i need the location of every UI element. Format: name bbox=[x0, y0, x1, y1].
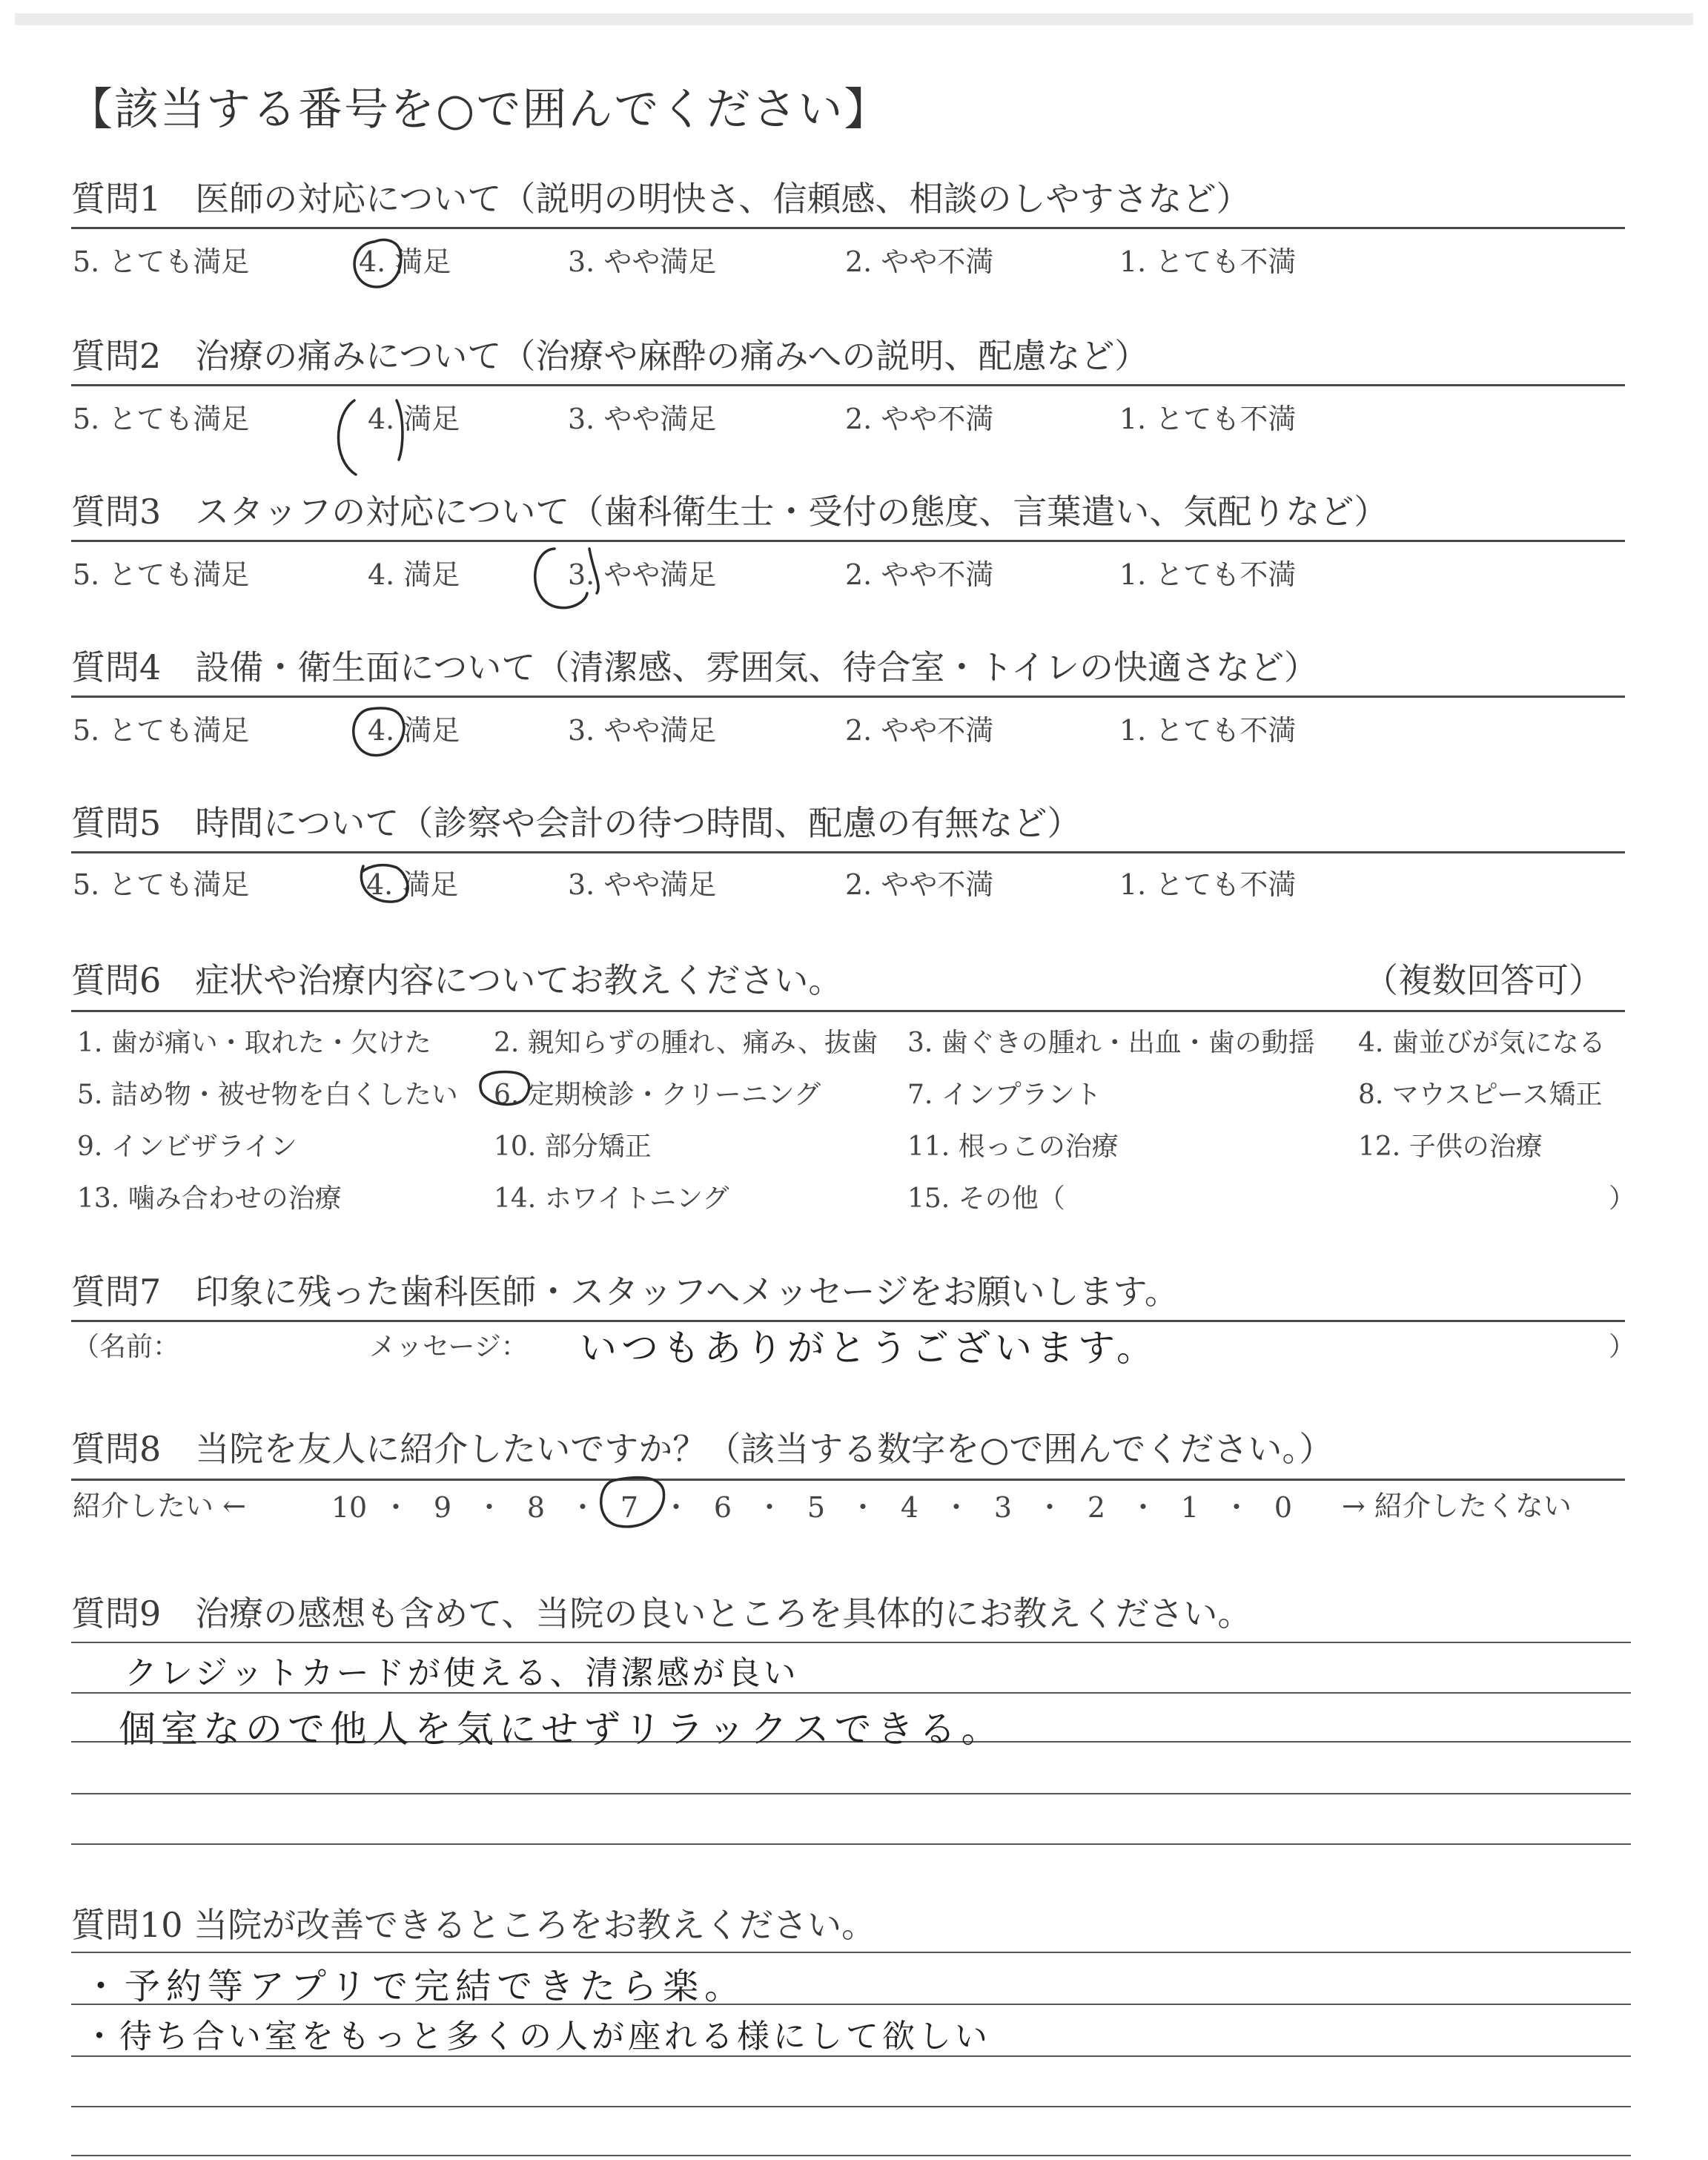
message-label: メッセージ： bbox=[369, 1332, 528, 1362]
q4-option-4[interactable]: 4. 満足 bbox=[368, 714, 460, 747]
question-6-title: 質問6 症状や治療内容についてお教えください。 bbox=[71, 960, 843, 1000]
q6-option-14[interactable]: 14. ホワイトニング bbox=[494, 1183, 729, 1214]
scale-value-5[interactable]: 5 bbox=[807, 1491, 826, 1524]
q2-option-5[interactable]: 5. とても満足 bbox=[73, 403, 250, 435]
q4-option-3[interactable]: 3. やや満足 bbox=[568, 714, 717, 747]
scan-edge bbox=[15, 13, 1693, 25]
scale-value-10[interactable]: 10 bbox=[331, 1491, 368, 1524]
scale-separator: ・ bbox=[848, 1491, 877, 1524]
q6-option-9[interactable]: 9. インビザライン bbox=[77, 1132, 297, 1162]
question-5-title: 質問5 時間について（診察や会計の待つ時間、配慮の有無など） bbox=[71, 803, 1082, 843]
answer-line bbox=[71, 1843, 1631, 1845]
q6-option-1[interactable]: 1. 歯が痛い・取れた・欠けた bbox=[77, 1028, 431, 1058]
recommend-right-label: → 紹介したくない bbox=[1342, 1490, 1572, 1522]
q5-option-5[interactable]: 5. とても満足 bbox=[73, 868, 250, 901]
q6-option-4[interactable]: 4. 歯並びが気になる bbox=[1358, 1028, 1606, 1058]
recommend-scale bbox=[326, 1484, 1306, 1525]
question-4-title: 質問4 設備・衛生面について（清潔感、雰囲気、待合室・トイレの快適さなど） bbox=[71, 647, 1319, 687]
scale-value-6[interactable]: 6 bbox=[713, 1491, 732, 1524]
q6-option-5[interactable]: 5. 詰め物・被せ物を白くしたい bbox=[77, 1080, 458, 1110]
scale-separator: ・ bbox=[661, 1491, 690, 1524]
scale-separator: ・ bbox=[381, 1491, 410, 1524]
scale-separator: ・ bbox=[474, 1491, 503, 1524]
good-points-line-2[interactable]: 個室なので他人を気にせずリラックスできる。 bbox=[119, 1708, 1004, 1751]
question-8-title: 質問8 当院を友人に紹介したいですか？（該当する数字を○で囲んでください。） bbox=[71, 1429, 1334, 1469]
q2-option-3[interactable]: 3. やや満足 bbox=[568, 403, 717, 435]
q6-option-13[interactable]: 13. 噛み合わせの治療 bbox=[77, 1183, 342, 1214]
message-close: ） bbox=[1609, 1332, 1636, 1362]
good-points-line-1[interactable]: クレジットカードが使える、清潔感が良い bbox=[125, 1654, 799, 1692]
answer-line bbox=[71, 1952, 1631, 1953]
scale-value-1[interactable]: 1 bbox=[1180, 1491, 1199, 1524]
divider bbox=[71, 227, 1625, 229]
divider bbox=[71, 384, 1625, 386]
q6-option-12[interactable]: 12. 子供の治療 bbox=[1358, 1132, 1543, 1162]
q4-option-2[interactable]: 2. やや不満 bbox=[845, 714, 994, 747]
page-title: 【該当する番号を○で囲んでください】 bbox=[68, 84, 890, 136]
q5-option-1[interactable]: 1. とても不満 bbox=[1119, 868, 1297, 901]
recommend-left-label: 紹介したい ← bbox=[73, 1490, 246, 1522]
q4-option-5[interactable]: 5. とても満足 bbox=[73, 714, 250, 747]
q6-option-8[interactable]: 8. マウスピース矯正 bbox=[1358, 1080, 1603, 1110]
q6-option-6[interactable]: 6. 定期検診・クリーニング bbox=[494, 1080, 821, 1110]
answer-line bbox=[71, 2106, 1631, 2107]
q5-option-2[interactable]: 2. やや不満 bbox=[845, 868, 994, 901]
divider bbox=[71, 696, 1625, 698]
scale-separator: ・ bbox=[1222, 1491, 1251, 1524]
q1-option-1[interactable]: 1. とても不満 bbox=[1119, 245, 1297, 278]
q5-option-3[interactable]: 3. やや満足 bbox=[568, 868, 717, 901]
q1-option-3[interactable]: 3. やや満足 bbox=[568, 245, 717, 278]
message-handwriting[interactable]: いつもありがとうございます。 bbox=[580, 1327, 1158, 1370]
scale-separator: ・ bbox=[568, 1491, 597, 1524]
divider bbox=[71, 1479, 1625, 1481]
q6-option-11[interactable]: 11. 根っこの治療 bbox=[907, 1132, 1119, 1162]
q4-option-1[interactable]: 1. とても不満 bbox=[1119, 714, 1297, 747]
scale-separator: ・ bbox=[1035, 1491, 1064, 1524]
name-label: （名前： bbox=[73, 1332, 180, 1362]
q3-option-5[interactable]: 5. とても満足 bbox=[73, 558, 250, 591]
q2-option-1[interactable]: 1. とても不満 bbox=[1119, 403, 1297, 435]
scale-separator: ・ bbox=[1128, 1491, 1157, 1524]
answer-line bbox=[71, 2155, 1631, 2156]
q1-option-5[interactable]: 5. とても満足 bbox=[73, 245, 250, 278]
q3-option-2[interactable]: 2. やや不満 bbox=[845, 558, 994, 591]
question-10-title: 質問10 当院が改善できるところをお教えください。 bbox=[71, 1905, 876, 1945]
answer-line bbox=[71, 1793, 1631, 1794]
divider bbox=[71, 540, 1625, 542]
improvement-line-1[interactable]: ・予約等アプリで完結できたら楽。 bbox=[83, 1966, 747, 2007]
scale-value-4[interactable]: 4 bbox=[900, 1491, 919, 1524]
question-3-title: 質問3 スタッフの対応について（歯科衛生士・受付の態度、言葉遣い、気配りなど） bbox=[71, 492, 1388, 532]
question-2-title: 質問2 治療の痛みについて（治療や麻酔の痛みへの説明、配慮など） bbox=[71, 336, 1149, 376]
question-7-title: 質問7 印象に残った歯科医師・スタッフへメッセージをお願いします。 bbox=[71, 1272, 1179, 1312]
scale-value-8[interactable]: 8 bbox=[526, 1491, 546, 1524]
q6-option-15[interactable]: 15. その他（ bbox=[907, 1183, 1065, 1214]
scale-separator: ・ bbox=[941, 1491, 970, 1524]
q3-option-3[interactable]: 3. やや満足 bbox=[568, 558, 717, 591]
q2-option-2[interactable]: 2. やや不満 bbox=[845, 403, 994, 435]
q2-option-4[interactable]: 4. 満足 bbox=[368, 403, 460, 435]
q6-option-2[interactable]: 2. 親知らずの腫れ、痛み、抜歯 bbox=[494, 1028, 878, 1058]
q6-other-close: ） bbox=[1609, 1183, 1636, 1214]
q6-option-10[interactable]: 10. 部分矯正 bbox=[494, 1132, 652, 1162]
question-1-title: 質問1 医師の対応について（説明の明快さ、信頼感、相談のしやすさなど） bbox=[71, 179, 1251, 219]
q3-option-4[interactable]: 4. 満足 bbox=[368, 558, 460, 591]
answer-line bbox=[71, 1642, 1631, 1643]
multiple-answer-note: （複数回答可） bbox=[1364, 960, 1603, 1000]
divider bbox=[71, 851, 1625, 853]
improvement-line-2[interactable]: ・待ち合い室をもっと多くの人が座れる様にして欲しい bbox=[83, 2018, 991, 2055]
question-9-title: 質問9 治療の感想も含めて、当院の良いところを具体的にお教えください。 bbox=[71, 1593, 1252, 1634]
scale-value-7[interactable]: 7 bbox=[620, 1491, 639, 1524]
divider bbox=[71, 1010, 1625, 1012]
q1-option-2[interactable]: 2. やや不満 bbox=[845, 245, 994, 278]
scale-value-2[interactable]: 2 bbox=[1087, 1491, 1106, 1524]
scale-separator: ・ bbox=[755, 1491, 784, 1524]
scale-value-9[interactable]: 9 bbox=[433, 1491, 452, 1524]
scale-value-3[interactable]: 3 bbox=[993, 1491, 1013, 1524]
scale-value-0[interactable]: 0 bbox=[1274, 1491, 1293, 1524]
q5-option-4[interactable]: 4. 満足 bbox=[366, 868, 459, 901]
q3-option-1[interactable]: 1. とても不満 bbox=[1119, 558, 1297, 591]
q1-option-4[interactable]: 4. 満足 bbox=[359, 245, 451, 278]
q6-option-7[interactable]: 7. インプラント bbox=[907, 1080, 1102, 1110]
q6-option-3[interactable]: 3. 歯ぐきの腫れ・出血・歯の動揺 bbox=[907, 1028, 1315, 1058]
